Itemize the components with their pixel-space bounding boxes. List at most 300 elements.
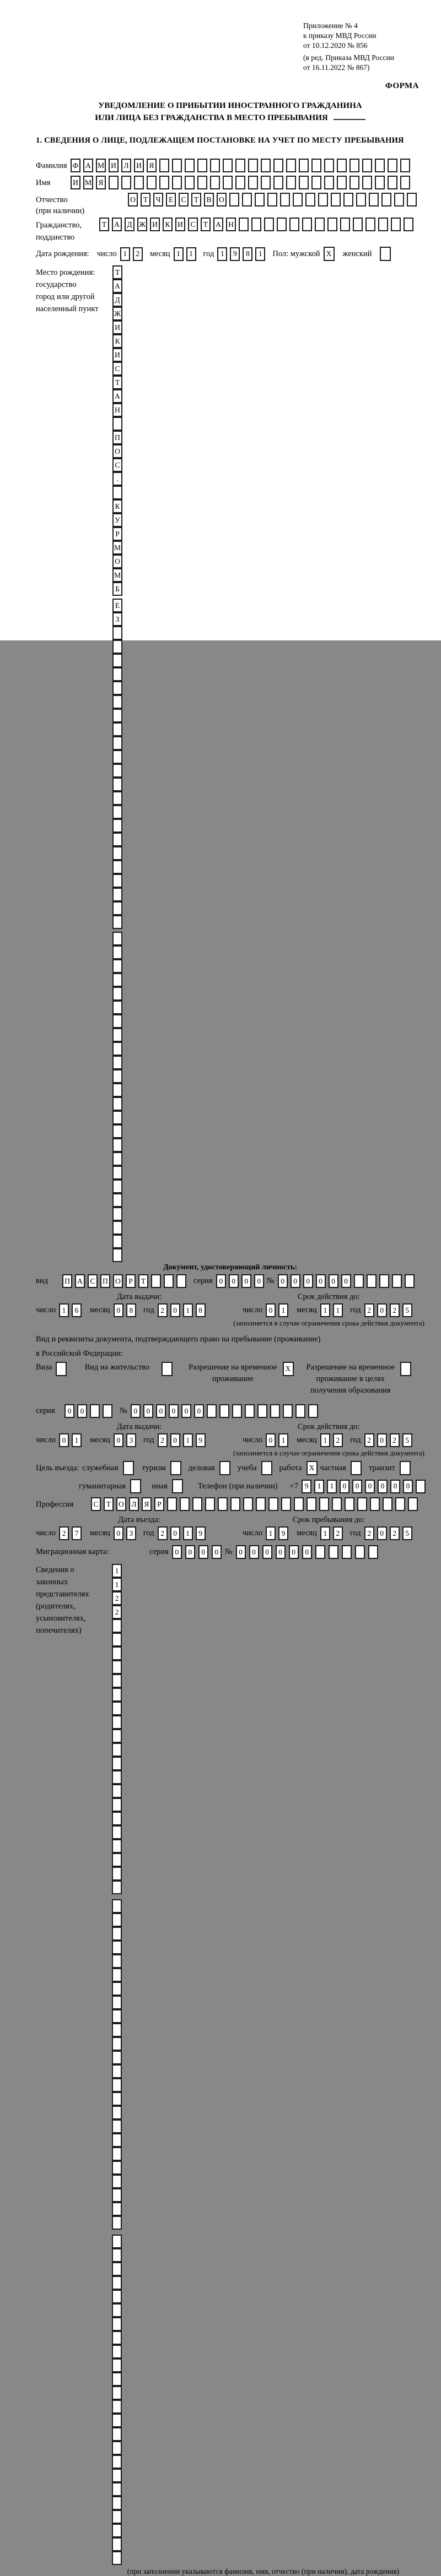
form-cell[interactable]: 3	[126, 1433, 136, 1447]
form-cell[interactable]: П	[100, 1274, 110, 1288]
form-cell[interactable]	[112, 2248, 122, 2262]
form-cell[interactable]: 0	[262, 1545, 272, 1559]
form-cell[interactable]	[112, 2276, 122, 2290]
form-cell[interactable]: С	[112, 362, 122, 376]
form-cell[interactable]	[235, 176, 245, 189]
form-cell[interactable]	[239, 218, 249, 231]
form-cell[interactable]: 0	[229, 1274, 239, 1288]
form-cell[interactable]: Р	[154, 1497, 164, 1511]
form-cell[interactable]	[308, 1404, 318, 1418]
checkbox-cell[interactable]	[351, 1461, 362, 1475]
form-cell[interactable]: Е	[112, 599, 122, 612]
form-cell[interactable]: А	[83, 159, 93, 172]
form-cell[interactable]: 2	[390, 1303, 400, 1317]
form-cell[interactable]	[112, 819, 122, 833]
form-cell[interactable]: К	[112, 499, 122, 513]
form-cell[interactable]: 0	[266, 1303, 276, 1317]
form-cell[interactable]	[112, 750, 122, 764]
form-cell[interactable]: 5	[402, 1526, 412, 1540]
form-cell[interactable]: Н	[226, 218, 236, 231]
form-cell[interactable]	[112, 1042, 122, 1056]
form-cell[interactable]: Д	[125, 218, 135, 231]
form-cell[interactable]: 2	[333, 1433, 343, 1447]
form-cell[interactable]	[185, 159, 195, 172]
form-cell[interactable]	[286, 176, 296, 189]
form-cell[interactable]	[248, 159, 258, 172]
form-cell[interactable]: 0	[170, 1303, 180, 1317]
form-cell[interactable]	[112, 2202, 122, 2216]
form-cell[interactable]	[159, 176, 169, 189]
form-cell[interactable]	[280, 193, 290, 206]
form-cell[interactable]: Д	[112, 293, 122, 307]
form-cell[interactable]	[331, 193, 341, 206]
form-cell[interactable]: О	[217, 193, 227, 206]
form-cell[interactable]: И	[112, 320, 122, 334]
form-cell[interactable]	[112, 2372, 122, 2386]
form-cell[interactable]	[416, 1480, 426, 1493]
form-cell[interactable]	[378, 218, 388, 231]
form-cell[interactable]	[159, 159, 169, 172]
form-cell[interactable]: 0	[289, 1545, 299, 1559]
form-cell[interactable]	[112, 1881, 122, 1894]
form-cell[interactable]: 0	[377, 1526, 387, 1540]
form-cell[interactable]	[112, 1180, 122, 1193]
checkbox-cell[interactable]	[261, 1461, 272, 1475]
form-cell[interactable]: Т	[112, 376, 122, 389]
visa-checkbox[interactable]	[56, 1362, 69, 1376]
form-cell[interactable]	[112, 2106, 122, 2120]
form-cell[interactable]	[112, 1083, 122, 1097]
form-cell[interactable]: Т	[141, 193, 150, 206]
form-cell[interactable]	[112, 486, 122, 499]
form-cell[interactable]: 0	[169, 1404, 179, 1418]
form-cell[interactable]	[112, 901, 122, 915]
form-cell[interactable]: 0	[291, 1274, 300, 1288]
form-cell[interactable]	[281, 1497, 291, 1511]
form-cell[interactable]	[295, 1404, 305, 1418]
form-cell[interactable]	[355, 1545, 365, 1559]
form-cell[interactable]: 2	[59, 1526, 69, 1540]
form-cell[interactable]	[264, 218, 274, 231]
form-cell[interactable]: О	[112, 444, 122, 458]
form-cell[interactable]	[289, 218, 299, 231]
form-cell[interactable]: 0	[266, 1433, 276, 1447]
form-cell[interactable]	[112, 2386, 122, 2400]
form-cell[interactable]: 0	[340, 1480, 349, 1493]
form-cell[interactable]: 1	[314, 1480, 324, 1493]
form-cell[interactable]	[273, 176, 283, 189]
form-cell[interactable]: 1	[255, 247, 265, 261]
form-cell[interactable]: 0	[352, 1480, 362, 1493]
form-cell[interactable]	[375, 159, 385, 172]
form-cell[interactable]	[112, 833, 122, 846]
form-cell[interactable]: 2	[364, 1303, 374, 1317]
form-cell[interactable]	[257, 1404, 267, 1418]
form-cell[interactable]: 6	[72, 1303, 82, 1317]
form-cell[interactable]: 1	[112, 1564, 122, 1578]
form-cell[interactable]: 1	[333, 1303, 343, 1317]
form-cell[interactable]	[112, 2290, 122, 2303]
form-cell[interactable]: 0	[254, 1274, 264, 1288]
form-cell[interactable]	[112, 2455, 122, 2469]
form-cell[interactable]	[353, 218, 363, 231]
purpose-checkbox-3[interactable]	[261, 1461, 275, 1475]
form-cell[interactable]: С	[88, 1274, 98, 1288]
form-cell[interactable]	[337, 159, 347, 172]
form-cell[interactable]	[286, 159, 296, 172]
form-cell[interactable]	[112, 1913, 122, 1927]
form-cell[interactable]: 9	[196, 1433, 206, 1447]
form-cell[interactable]	[362, 176, 372, 189]
form-cell[interactable]: 0	[329, 1274, 338, 1288]
form-cell[interactable]	[324, 159, 334, 172]
purpose-checkbox-0[interactable]	[123, 1461, 137, 1475]
form-cell[interactable]: 5	[402, 1303, 412, 1317]
form-cell[interactable]	[319, 1497, 329, 1511]
form-cell[interactable]	[243, 1497, 253, 1511]
form-cell[interactable]	[112, 667, 122, 681]
form-cell[interactable]: 1	[183, 1526, 193, 1540]
form-cell[interactable]	[270, 1404, 280, 1418]
form-cell[interactable]	[121, 176, 131, 189]
form-cell[interactable]	[112, 2537, 122, 2551]
male-checkbox[interactable]	[324, 247, 337, 261]
purpose-checkbox-2[interactable]	[219, 1461, 233, 1475]
form-cell[interactable]	[112, 1982, 122, 1996]
form-cell[interactable]	[394, 193, 404, 206]
checkbox-cell[interactable]	[400, 1362, 411, 1376]
form-cell[interactable]	[112, 2303, 122, 2317]
checkbox-cell[interactable]	[162, 1362, 173, 1376]
form-cell[interactable]	[261, 176, 271, 189]
form-cell[interactable]	[337, 176, 347, 189]
form-cell[interactable]	[112, 1152, 122, 1166]
form-cell[interactable]: С	[179, 193, 189, 206]
form-cell[interactable]	[112, 1660, 122, 1674]
form-cell[interactable]	[112, 681, 122, 695]
form-cell[interactable]	[356, 193, 366, 206]
form-cell[interactable]	[112, 1674, 122, 1688]
form-cell[interactable]: Ч	[153, 193, 163, 206]
form-cell[interactable]: 3	[126, 1526, 136, 1540]
form-cell[interactable]	[112, 1646, 122, 1660]
form-cell[interactable]: 8	[126, 1303, 136, 1317]
form-cell[interactable]	[112, 1124, 122, 1138]
form-cell[interactable]	[112, 1968, 122, 1982]
form-cell[interactable]: 0	[390, 1480, 400, 1493]
form-cell[interactable]	[164, 1274, 174, 1288]
form-cell[interactable]	[172, 176, 182, 189]
form-cell[interactable]: С	[188, 218, 198, 231]
form-cell[interactable]	[112, 695, 122, 709]
form-cell[interactable]: 1	[72, 1433, 82, 1447]
form-cell[interactable]	[112, 1825, 122, 1839]
form-cell[interactable]	[112, 1996, 122, 2009]
form-cell[interactable]	[395, 1497, 405, 1511]
form-cell[interactable]: 0	[216, 1274, 226, 1288]
form-cell[interactable]: 0	[59, 1433, 69, 1447]
form-cell[interactable]	[112, 805, 122, 819]
form-cell[interactable]: Е	[166, 193, 176, 206]
form-cell[interactable]	[112, 640, 122, 654]
form-cell[interactable]: В	[204, 193, 214, 206]
form-cell[interactable]	[365, 218, 375, 231]
form-cell[interactable]	[248, 176, 258, 189]
form-cell[interactable]	[112, 1001, 122, 1014]
form-cell[interactable]: Я	[147, 159, 157, 172]
form-cell[interactable]: О	[113, 1274, 123, 1288]
form-cell[interactable]: А	[112, 279, 122, 293]
form-cell[interactable]	[112, 2400, 122, 2414]
form-cell[interactable]: С	[91, 1497, 101, 1511]
form-cell[interactable]	[391, 218, 401, 231]
form-cell[interactable]	[349, 176, 359, 189]
form-cell[interactable]: Т	[201, 218, 211, 231]
form-cell[interactable]	[112, 1193, 122, 1207]
form-cell[interactable]	[112, 1702, 122, 1715]
form-cell[interactable]	[392, 1274, 402, 1288]
form-cell[interactable]: Р	[126, 1274, 136, 1288]
purpose-checkbox-1[interactable]	[170, 1461, 184, 1475]
form-cell[interactable]	[207, 1404, 217, 1418]
form-cell[interactable]	[112, 1111, 122, 1124]
form-cell[interactable]	[255, 193, 265, 206]
form-cell[interactable]	[340, 218, 350, 231]
form-cell[interactable]	[167, 1497, 177, 1511]
form-cell[interactable]: 1	[266, 1526, 276, 1540]
form-cell[interactable]: К	[112, 334, 122, 348]
form-cell[interactable]: 1	[112, 1578, 122, 1591]
form-cell[interactable]	[232, 1404, 242, 1418]
form-cell[interactable]	[90, 1404, 100, 1418]
purpose-checkbox-other[interactable]	[172, 1479, 186, 1493]
checkbox-cell[interactable]	[380, 247, 391, 261]
form-cell[interactable]	[261, 159, 271, 172]
form-cell[interactable]	[112, 973, 122, 987]
form-cell[interactable]	[223, 159, 233, 172]
form-cell[interactable]: Т	[99, 218, 109, 231]
form-cell[interactable]	[324, 176, 334, 189]
checkbox-cell[interactable]: X	[283, 1362, 294, 1376]
female-checkbox[interactable]	[380, 247, 394, 261]
form-cell[interactable]: 1	[320, 1526, 330, 1540]
form-cell[interactable]: Т	[191, 193, 201, 206]
form-cell[interactable]: 2	[158, 1526, 168, 1540]
form-cell[interactable]: 0	[377, 1433, 387, 1447]
form-cell[interactable]	[112, 2414, 122, 2427]
form-cell[interactable]	[362, 159, 372, 172]
form-cell[interactable]: 0	[143, 1404, 153, 1418]
form-cell[interactable]	[383, 1497, 392, 1511]
form-cell[interactable]	[112, 1853, 122, 1867]
form-cell[interactable]: 8	[196, 1303, 206, 1317]
form-cell[interactable]: 1	[278, 1303, 288, 1317]
form-cell[interactable]: 2	[390, 1526, 400, 1540]
checkbox-cell[interactable]: X	[324, 247, 335, 261]
form-cell[interactable]	[407, 193, 417, 206]
form-cell[interactable]: 2	[390, 1433, 400, 1447]
form-cell[interactable]	[197, 159, 207, 172]
form-cell[interactable]: 0	[170, 1433, 180, 1447]
form-cell[interactable]: 1	[183, 1303, 193, 1317]
form-cell[interactable]: А	[112, 389, 122, 403]
form-cell[interactable]	[315, 1545, 325, 1559]
form-cell[interactable]: З	[112, 612, 122, 626]
form-cell[interactable]: Т	[104, 1497, 114, 1511]
form-cell[interactable]	[112, 2262, 122, 2276]
form-cell[interactable]	[112, 2037, 122, 2051]
form-cell[interactable]	[112, 1056, 122, 1069]
form-cell[interactable]	[112, 2331, 122, 2345]
form-cell[interactable]	[112, 987, 122, 1001]
form-cell[interactable]: 0	[249, 1545, 259, 1559]
form-cell[interactable]	[147, 176, 157, 189]
form-cell[interactable]: О	[112, 555, 122, 568]
form-cell[interactable]	[112, 2235, 122, 2248]
form-cell[interactable]	[112, 778, 122, 791]
form-cell[interactable]	[112, 2051, 122, 2064]
form-cell[interactable]	[180, 1497, 190, 1511]
form-cell[interactable]: 2	[364, 1433, 374, 1447]
form-cell[interactable]: .	[112, 472, 122, 486]
form-cell[interactable]	[388, 159, 397, 172]
form-cell[interactable]	[112, 1743, 122, 1757]
form-cell[interactable]	[112, 932, 122, 945]
form-cell[interactable]: 9	[302, 1480, 311, 1493]
form-cell[interactable]	[112, 2161, 122, 2175]
form-cell[interactable]	[299, 159, 309, 172]
form-cell[interactable]: М	[112, 568, 122, 582]
form-cell[interactable]: П	[62, 1274, 72, 1288]
form-cell[interactable]: 0	[403, 1480, 413, 1493]
checkbox-cell[interactable]	[219, 1461, 230, 1475]
form-cell[interactable]	[112, 654, 122, 667]
form-cell[interactable]	[112, 2345, 122, 2358]
form-cell[interactable]: 1	[183, 1433, 193, 1447]
form-cell[interactable]	[112, 1248, 122, 1262]
form-cell[interactable]	[400, 176, 410, 189]
form-cell[interactable]	[112, 2358, 122, 2372]
form-cell[interactable]: 0	[341, 1274, 351, 1288]
form-cell[interactable]	[112, 1798, 122, 1812]
form-cell[interactable]: К	[163, 218, 173, 231]
form-cell[interactable]: И	[112, 348, 122, 362]
form-cell[interactable]	[229, 193, 239, 206]
form-cell[interactable]: Н	[112, 403, 122, 417]
form-cell[interactable]	[112, 1221, 122, 1235]
form-cell[interactable]	[268, 1497, 278, 1511]
form-cell[interactable]: 1	[120, 247, 130, 261]
form-cell[interactable]: Р	[112, 527, 122, 541]
checkbox-cell[interactable]	[56, 1362, 67, 1376]
form-cell[interactable]	[223, 176, 233, 189]
form-cell[interactable]	[112, 1784, 122, 1798]
form-cell[interactable]	[112, 2510, 122, 2524]
form-cell[interactable]: 0	[181, 1404, 191, 1418]
form-cell[interactable]: О	[128, 193, 138, 206]
form-cell[interactable]	[273, 159, 283, 172]
form-cell[interactable]	[112, 1138, 122, 1152]
form-cell[interactable]: Л	[121, 159, 131, 172]
form-cell[interactable]: 7	[72, 1526, 82, 1540]
form-cell[interactable]: М	[83, 176, 93, 189]
form-cell[interactable]: 2	[158, 1303, 168, 1317]
form-cell[interactable]: Ф	[71, 159, 80, 172]
form-cell[interactable]	[112, 860, 122, 874]
form-cell[interactable]: 0	[194, 1404, 204, 1418]
form-cell[interactable]	[185, 176, 195, 189]
form-cell[interactable]	[112, 2482, 122, 2496]
form-cell[interactable]: Т	[112, 265, 122, 279]
form-cell[interactable]	[219, 1404, 229, 1418]
form-cell[interactable]	[112, 1028, 122, 1042]
form-cell[interactable]	[112, 915, 122, 929]
form-cell[interactable]	[112, 2427, 122, 2441]
form-cell[interactable]	[151, 1274, 161, 1288]
checkbox-cell[interactable]	[170, 1461, 181, 1475]
form-cell[interactable]	[251, 218, 261, 231]
form-cell[interactable]	[112, 1867, 122, 1881]
form-cell[interactable]	[112, 2551, 122, 2565]
form-cell[interactable]	[112, 736, 122, 750]
form-cell[interactable]: 0	[131, 1404, 141, 1418]
checkbox-cell[interactable]	[123, 1461, 134, 1475]
form-cell[interactable]	[112, 1839, 122, 1853]
form-cell[interactable]: И	[71, 176, 80, 189]
form-cell[interactable]: 0	[198, 1545, 208, 1559]
form-cell[interactable]: 0	[276, 1545, 286, 1559]
form-cell[interactable]: У	[112, 513, 122, 527]
form-cell[interactable]	[381, 193, 391, 206]
form-cell[interactable]: Я	[96, 176, 106, 189]
form-cell[interactable]	[205, 1497, 215, 1511]
form-cell[interactable]	[112, 945, 122, 959]
form-cell[interactable]	[112, 846, 122, 860]
form-cell[interactable]	[311, 176, 321, 189]
form-cell[interactable]: 0	[64, 1404, 74, 1418]
form-cell[interactable]: Т	[138, 1274, 148, 1288]
form-cell[interactable]	[210, 159, 220, 172]
form-cell[interactable]	[311, 159, 321, 172]
checkbox-cell[interactable]	[130, 1479, 141, 1493]
form-cell[interactable]: 0	[241, 1274, 251, 1288]
form-cell[interactable]	[332, 1497, 342, 1511]
form-cell[interactable]: 2	[158, 1433, 168, 1447]
form-cell[interactable]	[112, 1619, 122, 1633]
form-cell[interactable]	[345, 1497, 354, 1511]
form-cell[interactable]	[293, 193, 303, 206]
form-cell[interactable]	[112, 2092, 122, 2106]
form-cell[interactable]: И	[109, 159, 119, 172]
form-cell[interactable]: 1	[327, 1480, 337, 1493]
form-cell[interactable]	[109, 176, 119, 189]
form-cell[interactable]	[192, 1497, 202, 1511]
form-cell[interactable]: С	[112, 458, 122, 472]
form-cell[interactable]	[294, 1497, 304, 1511]
form-cell[interactable]: 0	[185, 1545, 195, 1559]
form-cell[interactable]: Б	[112, 582, 122, 596]
form-cell[interactable]	[242, 193, 252, 206]
form-cell[interactable]	[302, 218, 312, 231]
form-cell[interactable]: 9	[278, 1526, 288, 1540]
form-cell[interactable]: 2	[112, 1591, 122, 1605]
form-cell[interactable]	[112, 722, 122, 736]
checkbox-cell[interactable]: X	[306, 1461, 318, 1475]
form-cell[interactable]	[112, 1097, 122, 1111]
form-cell[interactable]	[112, 1770, 122, 1784]
form-cell[interactable]: 1	[320, 1433, 330, 1447]
form-cell[interactable]: 0	[236, 1545, 246, 1559]
